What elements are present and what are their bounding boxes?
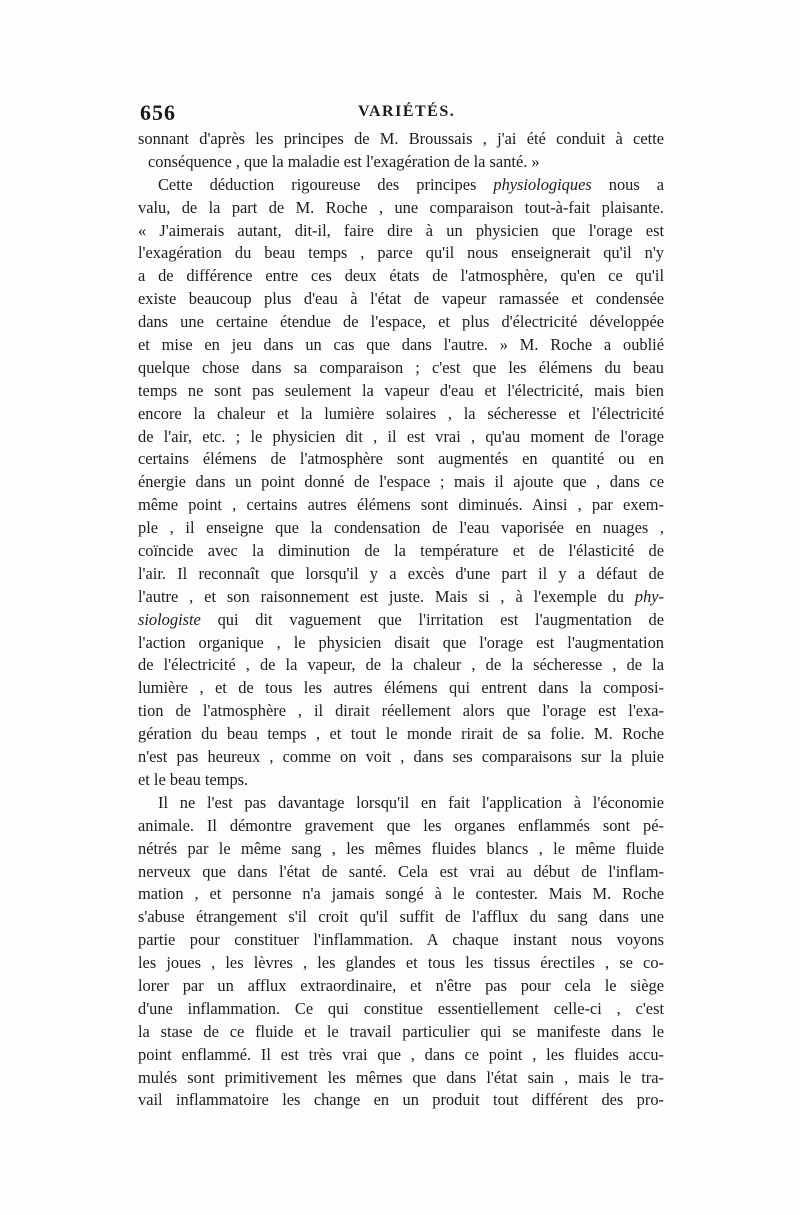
- page-header: [140, 100, 680, 130]
- text-line: « J'aimerais autant, dit-il, faire dire à un physicien que l'orage est: [138, 220, 664, 240]
- text-line: dans une certaine étendue de l'espace, et plus d'électricité développée: [138, 312, 664, 332]
- text-line: encore la chaleur et la lumière solaires , la sécheresse et l'électricité: [138, 403, 664, 423]
- text-line: gération du beau temps , et tout le monde rirait de sa folie. M. Roche: [138, 724, 664, 744]
- text-line: énergie dans un point donné de l'espace ; mais il ajoute que , dans ce: [138, 472, 664, 492]
- text-line: de l'électricité , de la vapeur, de la chaleur , de la sécheresse , de la: [138, 655, 664, 675]
- text-line: quelque chose dans sa comparaison ; c'est que les élémens du beau: [138, 357, 664, 377]
- text-line: coïncide avec la diminution de la température et de l'élasticité de: [138, 541, 664, 561]
- text-line: la stase de ce fluide et le travail particulier qui se manifeste dans le: [138, 1021, 664, 1041]
- text-line: et le beau temps.: [138, 769, 249, 789]
- text-span: nous a: [591, 174, 664, 194]
- text-line: valu, de la part de M. Roche , une comparaison tout-à-fait plaisante.: [138, 197, 664, 217]
- text-line: n'est pas heureux , comme on voit , dans ses comparaisons sur la pluie: [138, 747, 664, 767]
- body-text: [138, 128, 664, 1112]
- text-line: l'air. Il reconnaît que lorsqu'il y a excès d'une part il y a défaut de: [138, 563, 664, 583]
- text-span: qui dit vaguement que l'irritation est l'augmentation de: [200, 609, 664, 629]
- text-line: de l'air, etc. ; le physicien dit , il est vrai , qu'au moment de l'orage: [138, 426, 664, 446]
- text-line: d'une inflammation. Ce qui constitue essentiellement celle-ci , c'est: [138, 998, 664, 1018]
- text-line: certains élémens de l'atmosphère sont augmentés en quantité ou en: [138, 449, 664, 469]
- text-line: [138, 609, 664, 632]
- text-line: partie pour constituer l'inflammation. A chaque instant nous voyons: [138, 930, 664, 950]
- text-line: [138, 174, 664, 197]
- text-line: lumière , et de tous les autres élémens qui entrent dans la composi-: [138, 678, 664, 698]
- text-line: nétrés par le même sang , les mêmes fluides blancs , le même fluide: [138, 838, 664, 858]
- text-line: Il ne l'est pas davantage lorsqu'il en fait l'application à l'économie: [158, 792, 664, 812]
- text-span: Cette déduction rigoureuse des principes: [158, 174, 494, 194]
- text-line: ple , il enseigne que la condensation de l'eau vaporisée en nuages ,: [138, 518, 664, 538]
- text-line: mation , et personne n'a jamais songé à le contester. Mais M. Roche: [138, 884, 664, 904]
- text-line: conséquence , que la maladie est l'exagération de la santé. »: [148, 151, 540, 171]
- italic-term: phy-: [634, 586, 664, 606]
- text-line: s'abuse étrangement s'il croit qu'il suffit de l'afflux du sang dans une: [138, 907, 664, 927]
- text-line: a de différence entre ces deux états de l'atmosphère, qu'en ce qu'il: [138, 266, 664, 286]
- text-line: et mise en jeu dans un cas que dans l'autre. » M. Roche a oublié: [138, 335, 664, 355]
- page-number: 656: [140, 100, 176, 125]
- text-line: l'exagération du beau temps , parce qu'il nous enseignerait qu'il n'y: [138, 243, 664, 263]
- text-line: sonnant d'après les principes de M. Broussais , j'ai été conduit à cette: [138, 129, 664, 148]
- text-line: animale. Il démontre gravement que les organes enflammés sont pé-: [138, 815, 664, 835]
- text-line: temps ne sont pas seulement la vapeur d'eau et l'électricité, mais bien: [138, 380, 664, 400]
- italic-term: siologiste: [138, 609, 201, 629]
- text-line: point enflammé. Il est très vrai que , dans ce point , les fluides accu-: [138, 1044, 664, 1064]
- text-span: l'autre , et son raisonnement est juste. Mais si , à l'exemple du: [138, 586, 635, 606]
- italic-term: physiologiques: [493, 174, 592, 194]
- text-line: existe beaucoup plus d'eau à l'état de vapeur ramassée et condensée: [138, 289, 664, 309]
- running-head: VARIÉTÉS.: [358, 103, 456, 120]
- text-line: nerveux que dans l'état de santé. Cela est vrai au début de l'inflam-: [138, 861, 664, 881]
- text-line: tion de l'atmosphère , il dirait réellement alors que l'orage est l'exa-: [138, 701, 664, 721]
- text-line: [138, 586, 664, 609]
- text-line: même point , certains autres élémens sont diminués. Ainsi , par exem-: [138, 495, 664, 515]
- text-line: les joues , les lèvres , les glandes et tous les tissus érectiles , se co-: [138, 953, 664, 973]
- text-line: vail inflammatoire les change en un produit tout différent des pro-: [138, 1090, 664, 1110]
- text-line: lorer par un afflux extraordinaire, et n'être pas pour cela le siège: [138, 975, 664, 995]
- text-line: mulés sont primitivement les mêmes que dans l'état sain , mais le tra-: [138, 1067, 664, 1087]
- text-line: l'action organique , le physicien disait que l'orage est l'augmentation: [138, 632, 664, 652]
